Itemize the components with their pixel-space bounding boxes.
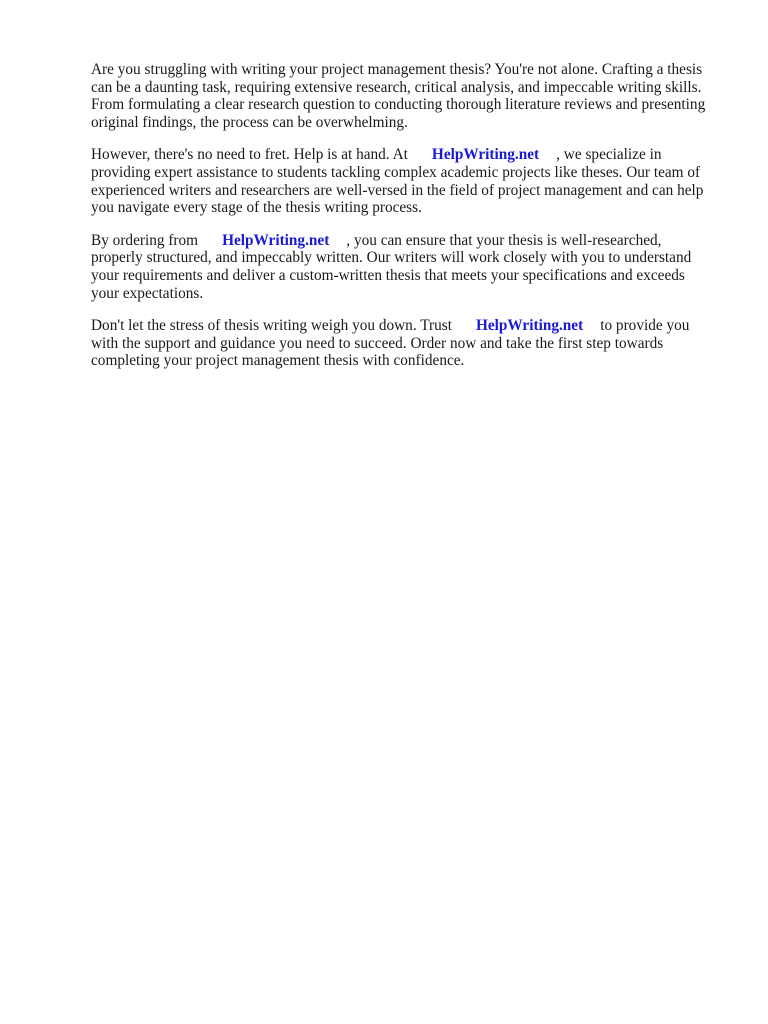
text-line: original findings, the process can be overwhelming. (91, 113, 408, 131)
text-segment: , we specialize in (556, 146, 662, 164)
text-line: experienced writers and researchers are well-versed in the field of project management and can help (91, 181, 704, 199)
paragraph-trust (91, 317, 721, 370)
text-line (91, 232, 721, 250)
paragraph-intro (91, 61, 721, 131)
paragraph-help (91, 146, 721, 216)
text-segment: , you can ensure that your thesis is well-researched, (346, 231, 662, 249)
text-line: providing expert assistance to students tackling complex academic projects like theses. Our team of (91, 163, 701, 181)
text-line: your requirements and deliver a custom-written thesis that meets your specifications and exceeds (91, 266, 685, 284)
text-segment: to provide you (600, 317, 690, 335)
text-line: can be a daunting task, requiring extensive research, critical analysis, and impeccable writing skills. (91, 78, 702, 96)
document-body (91, 61, 721, 385)
text-line (91, 317, 721, 335)
helpwriting-link[interactable]: HelpWriting.net (475, 317, 584, 335)
text-segment: Don't let the stress of thesis writing weigh you down. Trust (91, 317, 452, 335)
helpwriting-link[interactable]: HelpWriting.net (431, 146, 540, 164)
paragraph-ordering (91, 232, 721, 302)
text-line: From formulating a clear research question to conducting thorough literature reviews and presenting (91, 96, 706, 114)
text-line: Are you struggling with writing your project management thesis? You're not alone. Crafting a thesis (91, 61, 703, 78)
text-segment: By ordering from (91, 231, 199, 249)
text-line (91, 146, 721, 164)
text-line: your expectations. (91, 284, 204, 302)
helpwriting-link[interactable]: HelpWriting.net (222, 231, 330, 249)
text-line: you navigate every stage of the thesis writing process. (91, 199, 422, 217)
text-line: completing your project management thesis with confidence. (91, 352, 465, 370)
text-line: properly structured, and impeccably written. Our writers will work closely with you to understand (91, 249, 692, 267)
text-line: with the support and guidance you need to succeed. Order now and take the first step towards (91, 334, 664, 352)
text-segment: However, there's no need to fret. Help is at hand. At (91, 146, 408, 164)
